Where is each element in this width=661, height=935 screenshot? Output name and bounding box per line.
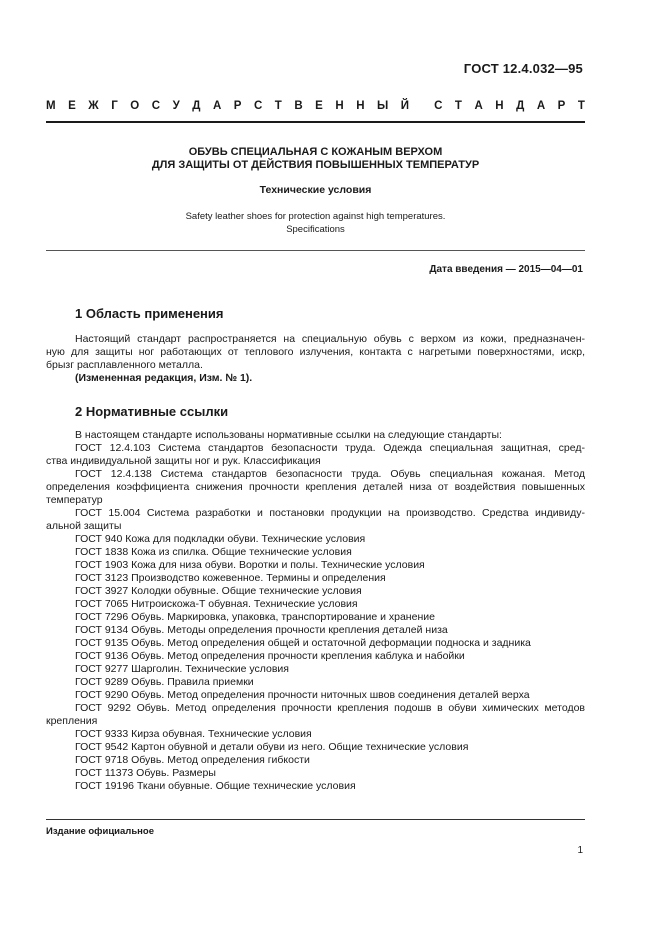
reference-line: ГОСТ 9718 Обувь. Метод определения гибкости bbox=[75, 754, 310, 766]
reference-line: температур bbox=[46, 494, 103, 506]
reference-line: ГОСТ 9277 Шарголин. Технические условия bbox=[75, 663, 289, 675]
banner-letter: А bbox=[536, 100, 546, 112]
reference-line: ГОСТ 15.004 Система разработки и постановки продукции на производство. Средства индивиду- bbox=[75, 507, 585, 519]
section-1-text-line: Настоящий стандарт распространяется на специальную обувь с верхом из кожи, предназначен- bbox=[75, 333, 585, 345]
title-rule bbox=[46, 250, 585, 251]
official-edition-label: Издание официальное bbox=[46, 826, 154, 837]
english-title-line-2: Specifications bbox=[286, 224, 345, 235]
reference-line: ГОСТ 9292 Обувь. Метод определения прочности крепления подошв в обуви химических методов bbox=[75, 702, 585, 714]
reference-line: ГОСТ 9333 Кирза обувная. Технические условия bbox=[75, 728, 312, 740]
banner-letter: О bbox=[130, 100, 140, 112]
banner-letter: Г bbox=[111, 100, 118, 112]
banner-letter: В bbox=[294, 100, 303, 112]
reference-line: ГОСТ 19196 Ткани обувные. Общие технические условия bbox=[75, 780, 356, 792]
section-1-heading: 1 Область применения bbox=[75, 306, 224, 321]
document-title-line-2: ДЛЯ ЗАЩИТЫ ОТ ДЕЙСТВИЯ ПОВЫШЕННЫХ ТЕМПЕРАТУР bbox=[151, 159, 480, 171]
reference-line: альной защиты bbox=[46, 520, 122, 532]
banner-letter: Е bbox=[315, 100, 323, 112]
banner-letter: С bbox=[434, 100, 443, 112]
document-subtitle: Технические условия bbox=[259, 184, 372, 196]
reference-line: ГОСТ 7065 Нитроискожа-Т обувная. Технические условия bbox=[75, 598, 358, 610]
reference-line: ГОСТ 3927 Колодки обувные. Общие технические условия bbox=[75, 585, 362, 597]
banner-letter: Д bbox=[192, 100, 201, 112]
reference-line: ГОСТ 3123 Производство кожевенное. Термины и определения bbox=[75, 572, 386, 584]
banner-letter: Ж bbox=[88, 100, 99, 112]
reference-line: ГОСТ 9135 Обувь. Метод определения общей и остаточной деформации подноска и задника bbox=[75, 637, 531, 649]
banner-letter: А bbox=[212, 100, 222, 112]
document-title-line-1: ОБУВЬ СПЕЦИАЛЬНАЯ С КОЖАНЫМ ВЕРХОМ bbox=[188, 146, 443, 158]
reference-line: ГОСТ 1838 Кожа из спилка. Общие технические условия bbox=[75, 546, 352, 558]
banner-letter: Н bbox=[356, 100, 365, 112]
banner-letter: С bbox=[253, 100, 263, 112]
banner-letter: Т bbox=[577, 100, 585, 112]
banner-letter: Е bbox=[68, 100, 76, 112]
reference-line: ГОСТ 11373 Обувь. Размеры bbox=[75, 767, 216, 779]
banner-letter: Т bbox=[274, 100, 282, 112]
reference-line: ства индивидуальной защиты ног и рук. Классификация bbox=[46, 455, 321, 467]
banner-letter: Р bbox=[233, 100, 242, 112]
banner-letter: Р bbox=[557, 100, 566, 112]
banner-letter: У bbox=[172, 100, 180, 112]
section-2-intro: В настоящем стандарте использованы нормативные ссылки на следующие стандарты: bbox=[75, 429, 502, 441]
footer-rule bbox=[46, 819, 585, 820]
reference-line: ГОСТ 12.4.138 Система стандартов безопасности труда. Обувь специальная кожаная. Метод bbox=[75, 468, 585, 480]
banner-letter: Й bbox=[400, 100, 410, 112]
header-rule bbox=[46, 121, 585, 123]
reference-line: ГОСТ 940 Кожа для подкладки обуви. Технические условия bbox=[75, 533, 366, 545]
page-number: 1 bbox=[577, 845, 583, 856]
section-2-heading: 2 Нормативные ссылки bbox=[75, 404, 229, 419]
reference-line: ГОСТ 9136 Обувь. Метод определения прочности крепления каблука и набойки bbox=[75, 650, 465, 662]
section-1-text-line: брызг расплавленного металла. bbox=[46, 359, 203, 371]
introduction-date: Дата введения — 2015—04—01 bbox=[429, 264, 583, 275]
banner-letter: С bbox=[151, 100, 161, 112]
section-1-text-line: ную для защиты ног работающих от теплового излучения, контакта с нагретыми поверхностями, искр, bbox=[46, 346, 585, 358]
reference-line: крепления bbox=[46, 715, 98, 727]
banner-letter: М bbox=[46, 100, 56, 112]
amendment-note: (Измененная редакция, Изм. № 1). bbox=[75, 372, 253, 384]
banner-letter: Н bbox=[335, 100, 344, 112]
standard-type-banner bbox=[46, 100, 585, 112]
banner-letter: Д bbox=[516, 100, 525, 112]
reference-line: определения коэффициента снижения прочности крепления деталей низа от воздействия повышенных bbox=[46, 481, 585, 493]
reference-line: ГОСТ 9134 Обувь. Методы определения прочности крепления деталей низа bbox=[75, 624, 448, 636]
reference-line: ГОСТ 9542 Картон обувной и детали обуви из него. Общие технические условия bbox=[75, 741, 469, 753]
reference-line: ГОСТ 1903 Кожа для низа обуви. Воротки и полы. Технические условия bbox=[75, 559, 425, 571]
english-title-line-1: Safety leather shoes for protection against high temperatures. bbox=[185, 211, 446, 222]
reference-line: ГОСТ 7296 Обувь. Маркировка, упаковка, транспортирование и хранение bbox=[75, 611, 435, 623]
gost-code: ГОСТ 12.4.032—95 bbox=[463, 61, 583, 76]
banner-letter: А bbox=[474, 100, 483, 112]
reference-line: ГОСТ 9290 Обувь. Метод определения прочности ниточных швов соединения деталей верха bbox=[75, 689, 530, 701]
banner-letter: Н bbox=[495, 100, 504, 112]
reference-line: ГОСТ 9289 Обувь. Правила приемки bbox=[75, 676, 254, 688]
banner-letter: Ы bbox=[377, 100, 389, 112]
reference-line: ГОСТ 12.4.103 Система стандартов безопасности труда. Одежда специальная защитная, сред- bbox=[75, 442, 585, 454]
banner-letter: Т bbox=[454, 100, 462, 112]
